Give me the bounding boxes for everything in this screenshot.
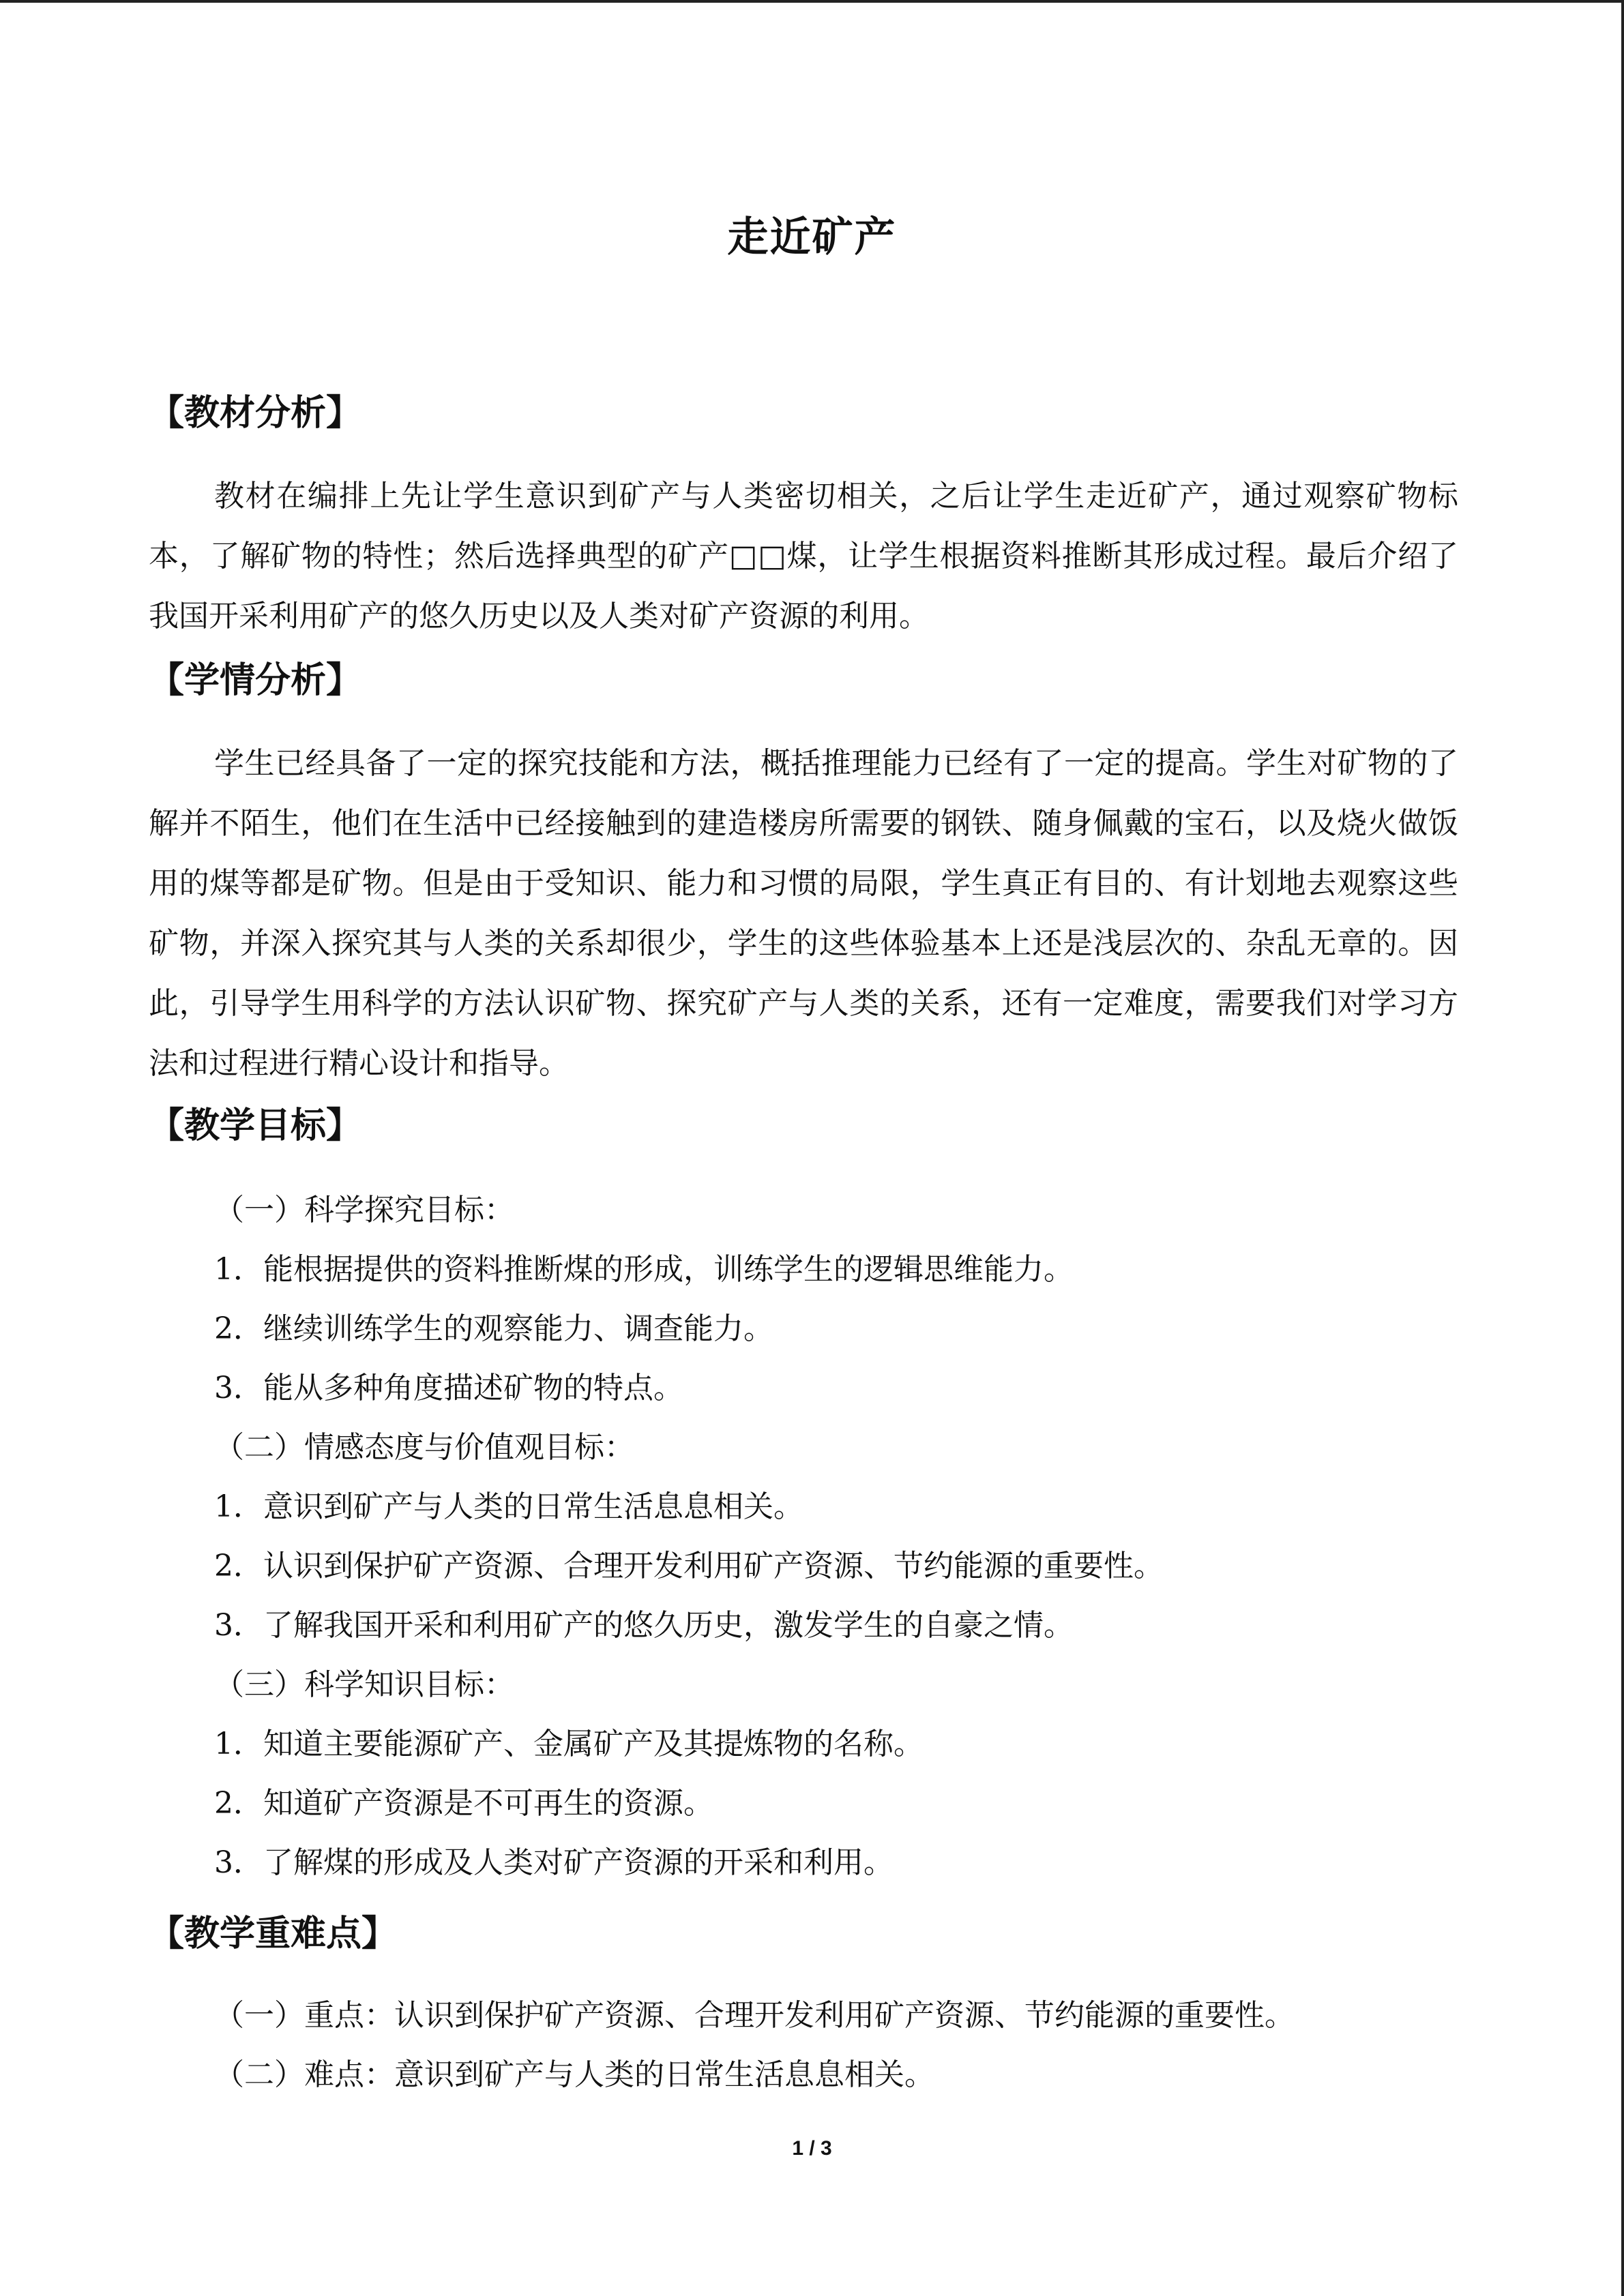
keypoint-item: （二）难点：意识到矿产与人类的日常生活息息相关。 [214, 2057, 934, 2092]
section-heading-keypoints: 【教学重难点】 [149, 1913, 398, 1954]
materials-paragraph: 教材在编排上先让学生意识到矿产与人类密切相关，之后让学生走近矿产，通过观察矿物标本，了解矿物的特性；然后选择典型的矿产□□煤，让学生根据资料推断其形成过程。最后介绍了我国开采利用矿产的悠久历史以及人类对矿产资源的利用。 [149, 479, 1458, 633]
goal-item: 3．了解我国开采和利用矿产的悠久历史，激发学生的自豪之情。 [214, 1608, 1074, 1643]
students-paragraph: 学生已经具备了一定的探究技能和方法，概括推理能力已经有了一定的提高。学生对矿物的了解并不陌生，他们在生活中已经接触到的建造楼房所需要的钢铁、随身佩戴的宝石，以及烧火做饭用的煤等都是矿物。但是由于受知识、能力和习惯的局限，学生真正有目的、有计划地去观察这些矿物，并深入探究其与人类的关系却很少，学生的这些体验基本上还是浅层次的、杂乱无章的。因此，引导学生用科学的方法认识矿物、探究矿产与人类的关系，还有一定难度，需要我们对学习方法和过程进行精心设计和指导。 [149, 746, 1458, 1081]
goal-group-label: （二）情感态度与价值观目标： [214, 1430, 634, 1465]
section-heading-goals: 【教学目标】 [149, 1105, 362, 1146]
page-number: 1 / 3 [792, 2137, 832, 2160]
goal-item: 1．知道主要能源矿产、金属矿产及其提炼物的名称。 [214, 1727, 924, 1761]
page-border-right [1621, 0, 1624, 2296]
goal-item: 1．意识到矿产与人类的日常生活息息相关。 [214, 1489, 803, 1524]
goal-item: 2．继续训练学生的观察能力、调查能力。 [214, 1311, 773, 1346]
goal-item: 3．能从多种角度描述矿物的特点。 [214, 1371, 683, 1405]
goal-group-label: （一）科学探究目标： [214, 1193, 514, 1227]
goal-item: 3．了解煤的形成及人类对矿产资源的开采和利用。 [214, 1845, 894, 1880]
goal-item: 2．认识到保护矿产资源、合理开发利用矿产资源、节约能源的重要性。 [214, 1549, 1164, 1583]
goal-item: 2．知道矿产资源是不可再生的资源。 [214, 1786, 713, 1821]
section-heading-students: 【学情分析】 [149, 659, 362, 701]
goal-group-label: （三）科学知识目标： [214, 1667, 514, 1702]
keypoint-item: （一）重点：认识到保护矿产资源、合理开发利用矿产资源、节约能源的重要性。 [214, 1998, 1295, 2033]
document-title: 走近矿产 [727, 213, 897, 261]
document-page [149, 0, 1458, 2296]
goal-item: 1．能根据提供的资料推断煤的形成，训练学生的逻辑思维能力。 [214, 1252, 1074, 1287]
section-heading-materials: 【教材分析】 [149, 392, 362, 434]
